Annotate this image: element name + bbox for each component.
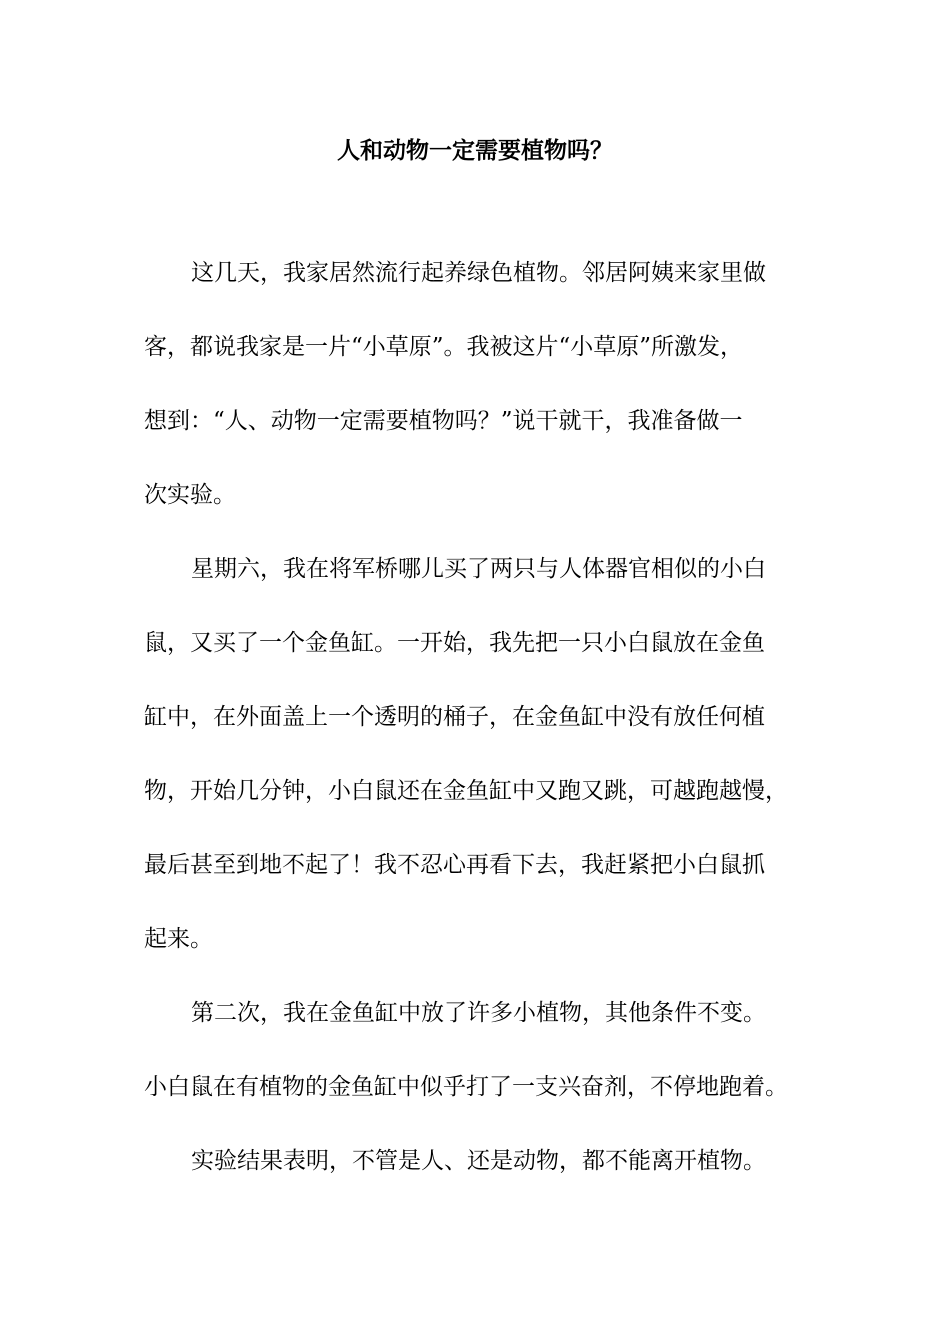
paragraph-3-line-2: 小白鼠在有植物的金鱼缸中似乎打了一支兴奋剂，不停地跑着。: [144, 1074, 788, 1100]
paragraph-4-line-1: 实验结果表明，不管是人、还是动物，都不能离开植物。: [191, 1148, 766, 1174]
paragraph-2-line-2: 鼠，又买了一个金鱼缸。一开始，我先把一只小白鼠放在金鱼: [144, 630, 765, 656]
paragraph-2-line-4: 物，开始几分钟，小白鼠还在金鱼缸中又跑又跳，可越跑越慢，: [144, 778, 788, 804]
paragraph-1-line-2: 客，都说我家是一片“小草原”。我被这片“小草原”所激发，: [144, 334, 744, 360]
paragraph-1-line-3: 想到：“人、动物一定需要植物吗？”说干就干，我准备做一: [144, 408, 743, 434]
paragraph-2-line-5: 最后甚至到地不起了！我不忍心再看下去，我赶紧把小白鼠抓: [144, 852, 765, 878]
paragraph-1-line-1: 这几天，我家居然流行起养绿色植物。邻居阿姨来家里做: [191, 260, 766, 286]
document-title: 人和动物一定需要植物吗？: [337, 137, 613, 164]
paragraph-1-line-4: 次实验。: [144, 482, 236, 508]
paragraph-2-line-3: 缸中，在外面盖上一个透明的桶子，在金鱼缸中没有放任何植: [144, 704, 765, 730]
paragraph-3-line-1: 第二次，我在金鱼缸中放了许多小植物，其他条件不变。: [191, 1000, 766, 1026]
paragraph-2-line-1: 星期六，我在将军桥哪儿买了两只与人体器官相似的小白: [191, 556, 766, 582]
paragraph-2-line-6: 起来。: [144, 926, 213, 952]
document-body: [144, 255, 824, 1217]
